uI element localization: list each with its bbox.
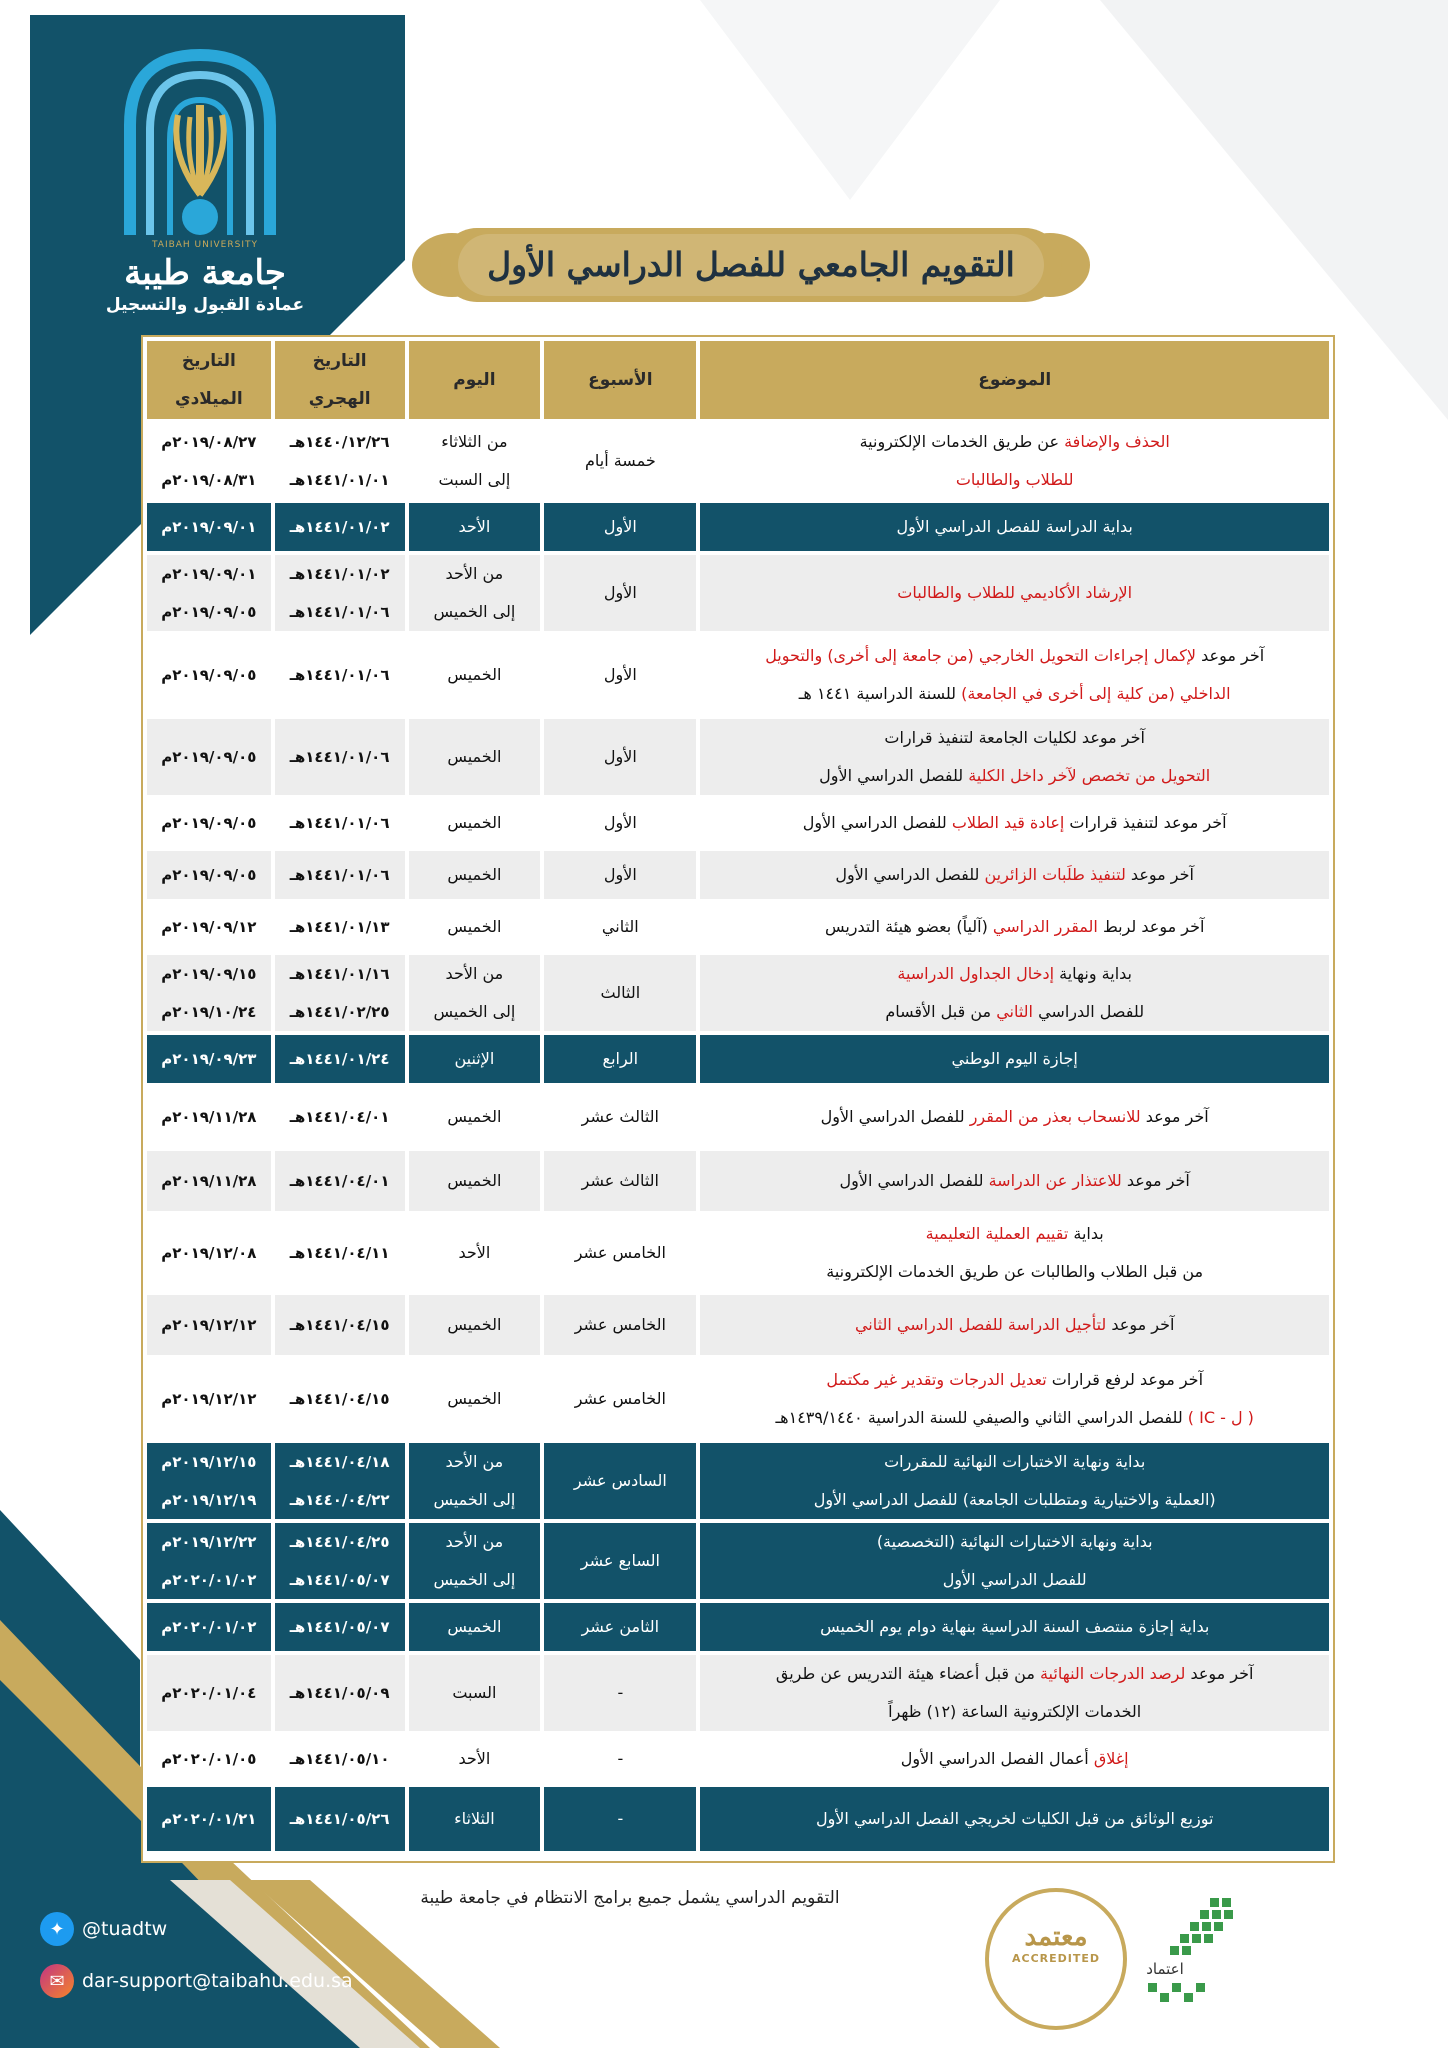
subject-highlight: تقييم العملية التعليمية (925, 1224, 1069, 1243)
cell-gregorian-date-line: ٢٠١٩/٠٨/٢٧م (161, 433, 257, 451)
cell-gregorian-date (147, 1443, 271, 1519)
accreditation-seal (985, 1888, 1127, 2030)
cell-day-line: الخميس (447, 747, 502, 766)
header-hijri-line2: الهجري (308, 389, 371, 409)
cell-day-line: من الأحد (445, 1452, 504, 1471)
subject-text: للفصل الدراسي (1033, 1002, 1145, 1021)
cell-hijri-date (275, 1151, 405, 1211)
cell-subject (700, 1359, 1329, 1439)
cell-day (409, 1523, 541, 1599)
subject-highlight: تعديل الدرجات وتقدير غير مكتمل (826, 1370, 1047, 1389)
table-row (147, 1215, 1329, 1291)
cell-hijri-date-line: ١٤٤١/٠١/٠٦هـ (289, 666, 390, 684)
table-row (147, 851, 1329, 899)
cell-gregorian-date (147, 503, 271, 551)
header-hijri-date (275, 341, 405, 419)
cell-day-line: إلى الخميس (433, 1570, 516, 1589)
subject-text: للفصل الدراسي الأول (835, 865, 985, 884)
subject-text: (العملية والاختيارية ومتطلبات الجامعة) للفصل الدراسي الأول (813, 1490, 1216, 1509)
cell-hijri-date (275, 635, 405, 715)
cell-hijri-date (275, 503, 405, 551)
cell-day-line: من الأحد (445, 564, 504, 583)
cell-gregorian-date-line: ٢٠١٩/١٢/١٢م (161, 1316, 257, 1334)
cell-week: الأول (544, 635, 696, 715)
subject-text: بداية ونهاية الاختبارات النهائية للمقررات (884, 1452, 1146, 1471)
subject-text: بداية ونهاية (1054, 964, 1133, 983)
subject-text: أعمال الفصل الدراسي الأول (900, 1749, 1094, 1768)
cell-day-line: الثلاثاء (454, 1809, 495, 1828)
cell-subject (700, 1215, 1329, 1291)
cell-gregorian-date (147, 1215, 271, 1291)
cell-hijri-date (275, 423, 405, 499)
cell-gregorian-date (147, 1787, 271, 1851)
cell-gregorian-date-line: ٢٠٢٠/٠١/٢١م (161, 1810, 257, 1828)
cell-day-line: الخميس (447, 865, 502, 884)
cell-hijri-date (275, 1735, 405, 1783)
logo-arabic-name: جامعة طيبة (124, 253, 286, 293)
cell-day (409, 1787, 541, 1851)
cell-gregorian-date (147, 635, 271, 715)
table-row (147, 423, 1329, 499)
cell-day-line: إلى الخميس (433, 1002, 516, 1021)
subject-highlight: إعادة قيد الطلاب (951, 813, 1065, 832)
cell-hijri-date-line: ١٤٤١/٠١/٢٤هـ (289, 1050, 390, 1068)
subject-highlight: الحذف والإضافة (1064, 432, 1170, 451)
cell-day-line: الإثنين (454, 1049, 495, 1068)
cell-hijri-date-line: ١٤٤٠/١٢/٢٦هـ (289, 433, 390, 451)
table-row (147, 1523, 1329, 1599)
cell-day (409, 903, 541, 951)
cell-gregorian-date-line: ٢٠٢٠/٠١/٠٢م (161, 1571, 257, 1589)
table-row (147, 799, 1329, 847)
cell-day-line: الخميس (447, 1107, 502, 1126)
cell-day (409, 1359, 541, 1439)
cell-subject (700, 1087, 1329, 1147)
subject-highlight: إدخال الجداول الدراسية (897, 964, 1055, 983)
subject-highlight: للطلاب والطالبات (955, 470, 1074, 489)
cell-week: الثالث (544, 955, 696, 1031)
cell-hijri-date-line: ١٤٤١/٠١/٠٦هـ (289, 748, 390, 766)
cell-hijri-date-line: ١٤٤١/٠١/٠١هـ (289, 471, 390, 489)
cell-hijri-date-line: ١٤٤١/٠٥/٢٦هـ (289, 1810, 390, 1828)
table-row (147, 1603, 1329, 1651)
cell-day-line: من الأحد (445, 964, 504, 983)
cell-hijri-date (275, 799, 405, 847)
cell-subject (700, 1603, 1329, 1651)
cell-gregorian-date (147, 955, 271, 1031)
cell-subject (700, 719, 1329, 795)
calendar-rows (147, 423, 1329, 1851)
twitter-handle[interactable]: @tuadtw (82, 1918, 168, 1940)
subject-text: من قبل الأقسام (885, 1002, 997, 1021)
subject-text: آخر موعد (1106, 1315, 1175, 1334)
subject-highlight: ( ل - IC ) (1187, 1408, 1254, 1427)
table-row (147, 1087, 1329, 1147)
cell-hijri-date (275, 1787, 405, 1851)
cell-gregorian-date (147, 1359, 271, 1439)
header-gregorian-date (147, 341, 271, 419)
cell-hijri-date-line: ١٤٤١/٠٤/٢٥هـ (289, 1533, 390, 1551)
cell-gregorian-date-line: ٢٠١٩/١١/٢٨م (161, 1108, 257, 1126)
table-row (147, 555, 1329, 631)
cell-subject (700, 1655, 1329, 1731)
cell-day-line: الخميس (447, 1617, 502, 1636)
cell-day (409, 1295, 541, 1355)
header-hijri-line1: التاريخ (312, 351, 367, 371)
cell-gregorian-date-line: ٢٠١٩/٠٩/١٥م (161, 965, 257, 983)
subject-highlight: الداخلي (من كلية إلى أخرى في الجامعة) (961, 684, 1231, 703)
subject-highlight: للانسحاب بعذر من المقرر (969, 1107, 1141, 1126)
cell-gregorian-date-line: ٢٠١٩/١٢/٠٨م (161, 1244, 257, 1262)
cell-hijri-date-line: ١٤٤١/٠٢/٢٥هـ (289, 1003, 390, 1021)
cell-hijri-date-line: ١٤٤١/٠٤/٠١هـ (289, 1108, 390, 1126)
subject-highlight: لتأجيل الدراسة للفصل الدراسي الثاني (854, 1315, 1107, 1334)
cell-day (409, 635, 541, 715)
cell-day-line: السبت (452, 1683, 497, 1702)
cell-week: الأول (544, 799, 696, 847)
cell-hijri-date-line: ١٤٤١/٠٥/٠٧هـ (289, 1571, 390, 1589)
cell-day (409, 955, 541, 1031)
cell-day-line: إلى السبت (438, 470, 511, 489)
cell-subject (700, 1735, 1329, 1783)
cell-week: الأول (544, 503, 696, 551)
cell-hijri-date (275, 1087, 405, 1147)
twitter-icon: ✦ (40, 1912, 74, 1946)
table-row (147, 1295, 1329, 1355)
cell-gregorian-date (147, 1035, 271, 1083)
cell-gregorian-date-line: ٢٠١٩/١٢/١٥م (161, 1453, 257, 1471)
subject-highlight: للاعتذار عن الدراسة (988, 1171, 1122, 1190)
table-row (147, 955, 1329, 1031)
cell-gregorian-date (147, 1735, 271, 1783)
cell-gregorian-date-line: ٢٠١٩/٠٩/٠٥م (161, 603, 257, 621)
table-row (147, 1787, 1329, 1851)
cell-subject (700, 1035, 1329, 1083)
subject-text: للفصل الدراسي الأول (819, 766, 969, 785)
cell-week: الثالث عشر (544, 1151, 696, 1211)
cell-gregorian-date-line: ٢٠١٩/١٢/٢٢م (161, 1533, 257, 1551)
cell-day (409, 1655, 541, 1731)
cell-gregorian-date-line: ٢٠١٩/١٢/١٩م (161, 1491, 257, 1509)
cell-gregorian-date (147, 1603, 271, 1651)
subject-text: للفصل الدراسي الأول (802, 813, 952, 832)
email-address[interactable]: dar-support@taibahu.edu.sa (82, 1970, 353, 1992)
cell-day-line: من الثلاثاء (441, 432, 508, 451)
cell-day-line: الخميس (447, 1389, 502, 1408)
cell-subject (700, 851, 1329, 899)
cell-gregorian-date-line: ٢٠٢٠/٠١/٠٤م (161, 1684, 257, 1702)
cell-hijri-date-line: ١٤٤١/٠٥/٠٩هـ (289, 1684, 390, 1702)
table-row (147, 1735, 1329, 1783)
subject-text: من قبل الطلاب والطالبات عن طريق الخدمات الإلكترونية (826, 1262, 1204, 1281)
logo-english-name: TAIBAH UNIVERSITY (151, 240, 258, 250)
cell-gregorian-date-line: ٢٠١٩/٠٩/٠٥م (161, 814, 257, 832)
subject-text: توزيع الوثائق من قبل الكليات لخريجي الفصل الدراسي الأول (815, 1809, 1214, 1828)
subject-text: من قبل أعضاء هيئة التدريس عن طريق (775, 1664, 1040, 1683)
cell-hijri-date (275, 1523, 405, 1599)
cell-hijri-date (275, 1603, 405, 1651)
cell-week: - (544, 1735, 696, 1783)
cell-day-line: الخميس (447, 1315, 502, 1334)
cell-day (409, 1603, 541, 1651)
university-logo (100, 45, 305, 315)
seal-arabic: معتمد (1024, 1922, 1088, 1952)
cell-hijri-date (275, 719, 405, 795)
table-row (147, 1035, 1329, 1083)
header-week: الأسبوع (544, 341, 696, 419)
cell-hijri-date (275, 1443, 405, 1519)
header-greg-line2: الميلادي (174, 389, 243, 409)
cell-gregorian-date (147, 799, 271, 847)
calendar-table (143, 337, 1333, 1855)
subject-text: للسنة الدراسية ١٤٤١ هـ (798, 684, 962, 703)
cell-hijri-date-line: ١٤٤١/٠١/٠٦هـ (289, 814, 390, 832)
cell-week: الخامس عشر (544, 1215, 696, 1291)
cell-day-line: الخميس (447, 917, 502, 936)
subject-highlight: التحويل من تخصص لآخر داخل الكلية (968, 766, 1211, 785)
cell-gregorian-date-line: ٢٠١٩/٠٩/٠١م (161, 518, 257, 536)
cell-day (409, 1735, 541, 1783)
calendar-table-frame (141, 335, 1335, 1863)
cell-hijri-date-line: ١٤٤١/٠١/٠٦هـ (289, 866, 390, 884)
cell-gregorian-date-line: ٢٠١٩/١٠/٢٤م (161, 1003, 257, 1021)
cell-day (409, 719, 541, 795)
cell-subject (700, 1295, 1329, 1355)
header-day: اليوم (409, 341, 541, 419)
cell-hijri-date-line: ١٤٤١/٠٤/١٥هـ (289, 1390, 390, 1408)
page-title: التقويم الجامعي للفصل الدراسي الأول (487, 245, 1015, 284)
subject-text: آخر موعد (1121, 1171, 1190, 1190)
subject-text: آخر موعد لربط (1097, 917, 1205, 936)
deanship-name: عمادة القبول والتسجيل (105, 295, 305, 315)
cell-hijri-date-line: ١٤٤١/٠٤/١١هـ (289, 1244, 390, 1262)
subject-highlight: لرصد الدرجات النهائية (1039, 1664, 1186, 1683)
cell-gregorian-date-line: ٢٠١٩/١١/٢٨م (161, 1172, 257, 1190)
cell-subject (700, 635, 1329, 715)
cell-hijri-date-line: ١٤٤١/٠١/١٦هـ (289, 965, 390, 983)
header-greg-line1: التاريخ (181, 351, 236, 371)
subject-highlight: المقرر الدراسي (992, 917, 1098, 936)
twitter-contact[interactable] (40, 1912, 167, 1946)
cell-day-line: الأحد (458, 517, 491, 536)
cell-week: الأول (544, 555, 696, 631)
footer-note: التقويم الدراسي يشمل جميع برامج الانتظام في جامعة طيبة (420, 1888, 840, 1908)
subject-text: بداية ونهاية الاختبارات النهائية (التخصصية) (876, 1532, 1153, 1551)
cell-subject (700, 1151, 1329, 1211)
subject-text: آخر موعد لكليات الجامعة لتنفيذ قرارات (884, 728, 1145, 747)
cell-week: - (544, 1655, 696, 1731)
cell-gregorian-date-line: ٢٠١٩/٠٩/٢٣م (161, 1050, 257, 1068)
cell-day-line: الأحد (458, 1243, 491, 1262)
cell-subject (700, 1523, 1329, 1599)
table-row (147, 1151, 1329, 1211)
cell-subject (700, 555, 1329, 631)
cell-week: الأول (544, 851, 696, 899)
cell-day-line: الخميس (447, 813, 502, 832)
cell-gregorian-date (147, 1295, 271, 1355)
subject-text: عن طريق الخدمات الإلكترونية (859, 432, 1065, 451)
cell-day (409, 799, 541, 847)
cell-day (409, 1215, 541, 1291)
cell-hijri-date (275, 555, 405, 631)
subject-highlight: لتنفيذ طلَبات الزائرين (984, 865, 1126, 884)
cell-day-line: إلى الخميس (433, 602, 516, 621)
subject-highlight: الثاني (996, 1002, 1033, 1021)
cell-hijri-date (275, 1295, 405, 1355)
cell-gregorian-date (147, 719, 271, 795)
cell-gregorian-date (147, 851, 271, 899)
cell-day (409, 1035, 541, 1083)
email-contact[interactable] (40, 1964, 353, 1998)
cell-gregorian-date-line: ٢٠١٩/٠٩/١٢م (161, 918, 257, 936)
table-row (147, 635, 1329, 715)
cell-hijri-date (275, 1359, 405, 1439)
subject-text: آخر موعد لتنفيذ قرارات (1064, 813, 1227, 832)
cell-gregorian-date-line: ٢٠١٩/٠٩/٠٥م (161, 748, 257, 766)
subject-text: بداية الدراسة للفصل الدراسي الأول (896, 517, 1133, 536)
cell-hijri-date (275, 903, 405, 951)
cell-hijri-date-line: ١٤٤١/٠١/٠٢هـ (289, 518, 390, 536)
cell-hijri-date (275, 1215, 405, 1291)
subject-text: للفصل الدراسي الأول (942, 1570, 1087, 1589)
cell-gregorian-date (147, 903, 271, 951)
cell-day (409, 1151, 541, 1211)
cell-gregorian-date-line: ٢٠١٩/٠٩/٠٥م (161, 666, 257, 684)
cell-subject (700, 503, 1329, 551)
cell-week: السادس عشر (544, 1443, 696, 1519)
cell-day (409, 1443, 541, 1519)
subject-text: آخر موعد لرفع قرارات (1046, 1370, 1204, 1389)
cell-hijri-date (275, 851, 405, 899)
table-row (147, 1443, 1329, 1519)
table-row (147, 1655, 1329, 1731)
cell-week: الخامس عشر (544, 1295, 696, 1355)
subject-text: إجازة اليوم الوطني (951, 1049, 1078, 1068)
cell-subject (700, 423, 1329, 499)
cell-hijri-date (275, 955, 405, 1031)
cell-subject (700, 1443, 1329, 1519)
cell-day (409, 503, 541, 551)
cell-subject (700, 1787, 1329, 1851)
subject-text: للفصل الدراسي الأول (820, 1107, 970, 1126)
cell-week: الثاني (544, 903, 696, 951)
cell-subject (700, 955, 1329, 1031)
subject-text: آخر موعد (1196, 646, 1265, 665)
cell-week: الرابع (544, 1035, 696, 1083)
cell-day-line: الخميس (447, 665, 502, 684)
subject-highlight: الإرشاد الأكاديمي للطلاب والطالبات (897, 583, 1133, 602)
subject-text: آخر موعد (1140, 1107, 1209, 1126)
cell-subject (700, 903, 1329, 951)
table-row (147, 903, 1329, 951)
cell-day (409, 555, 541, 631)
ncaaa-logo-icon (1140, 1893, 1240, 2013)
table-row (147, 503, 1329, 551)
subject-text: بداية (1068, 1224, 1104, 1243)
subject-text: آخر موعد (1185, 1664, 1254, 1683)
cell-hijri-date-line: ١٤٤١/٠٥/١٠هـ (289, 1750, 390, 1768)
cell-gregorian-date (147, 555, 271, 631)
seal-english: ACCREDITED (1011, 1952, 1100, 1965)
cell-day-line: إلى الخميس (433, 1490, 516, 1509)
subject-text: آخر موعد (1125, 865, 1194, 884)
cell-day-line: الأحد (458, 1749, 491, 1768)
subject-text: (آلياً) بعضو هيئة التدريس (824, 917, 993, 936)
cell-hijri-date (275, 1035, 405, 1083)
cell-gregorian-date (147, 1151, 271, 1211)
cell-hijri-date-line: ١٤٤١/٠١/٠٦هـ (289, 603, 390, 621)
cell-week: الثامن عشر (544, 1603, 696, 1651)
cell-week: الأول (544, 719, 696, 795)
cell-hijri-date-line: ١٤٤٠/٠٤/٢٢هـ (289, 1491, 390, 1509)
cell-hijri-date-line: ١٤٤١/٠٤/١٨هـ (289, 1453, 390, 1471)
table-row (147, 719, 1329, 795)
cell-gregorian-date-line: ٢٠١٩/٠٨/٣١م (161, 471, 257, 489)
cell-hijri-date-line: ١٤٤١/٠١/١٣هـ (289, 918, 390, 936)
cell-week: الخامس عشر (544, 1359, 696, 1439)
subject-text: للفصل الدراسي الأول (839, 1171, 989, 1190)
ncaaa-label: اعتماد (1146, 1960, 1184, 1978)
cell-gregorian-date (147, 423, 271, 499)
cell-gregorian-date-line: ٢٠٢٠/٠١/٠٢م (161, 1618, 257, 1636)
cell-gregorian-date (147, 1655, 271, 1731)
subject-text: للفصل الدراسي الثاني والصيفي للسنة الدراسية ١٤٣٩/١٤٤٠هـ (775, 1408, 1188, 1427)
cell-gregorian-date-line: ٢٠١٩/١٢/١٢م (161, 1390, 257, 1408)
cell-hijri-date-line: ١٤٤١/٠١/٠٢هـ (289, 565, 390, 583)
logo-emblem-icon (100, 45, 300, 245)
cell-subject (700, 799, 1329, 847)
cell-day-line: الخميس (447, 1171, 502, 1190)
cell-gregorian-date (147, 1087, 271, 1147)
subject-text: بداية إجازة منتصف السنة الدراسية بنهاية دوام يوم الخميس (820, 1617, 1210, 1636)
cell-week: السابع عشر (544, 1523, 696, 1599)
cell-hijri-date-line: ١٤٤١/٠٥/٠٧هـ (289, 1618, 390, 1636)
cell-week: الثالث عشر (544, 1087, 696, 1147)
title-banner (410, 224, 1092, 306)
header-subject: الموضوع (700, 341, 1329, 419)
cell-gregorian-date-line: ٢٠١٩/٠٩/٠٥م (161, 866, 257, 884)
table-row (147, 1359, 1329, 1439)
email-icon: ✉ (40, 1964, 74, 1998)
cell-hijri-date-line: ١٤٤١/٠٤/١٥هـ (289, 1316, 390, 1334)
cell-day (409, 423, 541, 499)
cell-gregorian-date-line: ٢٠٢٠/٠١/٠٥م (161, 1750, 257, 1768)
cell-hijri-date-line: ١٤٤١/٠٤/٠١هـ (289, 1172, 390, 1190)
cell-day (409, 851, 541, 899)
cell-day-line: من الأحد (445, 1532, 504, 1551)
subject-text: الخدمات الإلكترونية الساعة (١٢) ظهراً (888, 1702, 1142, 1721)
subject-highlight: إغلاق (1093, 1749, 1129, 1768)
cell-day (409, 1087, 541, 1147)
cell-gregorian-date-line: ٢٠١٩/٠٩/٠١م (161, 565, 257, 583)
cell-week: - (544, 1787, 696, 1851)
cell-gregorian-date (147, 1523, 271, 1599)
cell-hijri-date (275, 1655, 405, 1731)
subject-highlight: لإكمال إجراءات التحويل الخارجي (من جامعة إلى أخرى) والتحويل (765, 646, 1197, 665)
cell-week: خمسة أيام (544, 423, 696, 499)
